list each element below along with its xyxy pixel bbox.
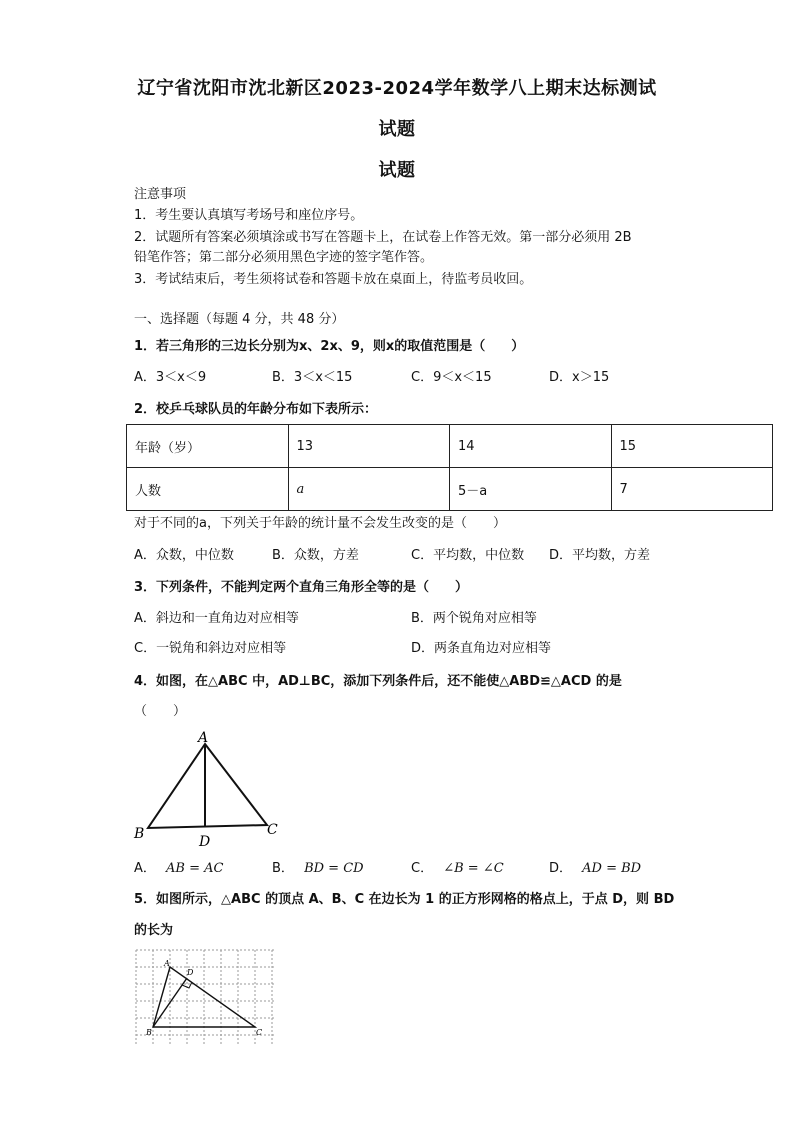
label-a: A xyxy=(198,730,209,746)
notice-heading: 注意事项 xyxy=(134,187,187,202)
table-cell: 人数 xyxy=(127,468,289,511)
age-distribution-table xyxy=(126,424,773,511)
table-cell: 13 xyxy=(288,425,450,468)
table-cell: 15 xyxy=(611,425,773,468)
label-d: D xyxy=(187,968,194,977)
q2-stem: 2．校乒乓球队员的年龄分布如下表所示： xyxy=(134,402,378,417)
q4-option-a xyxy=(134,860,223,878)
label-a: A xyxy=(164,959,170,968)
notice-item-2-cont: 铅笔作答；第二部分必须用黑色字迹的签字笔作答。 xyxy=(134,250,434,265)
q1-stem: 1．若三角形的三边长分别为x、2x、9，则x的取值范围是（ ） xyxy=(134,339,525,354)
q5-stem-cont: 的长为 xyxy=(134,923,174,938)
q1-option-b: B．3＜x＜15 xyxy=(272,370,353,385)
exam-title-line2: 试题 xyxy=(378,119,416,140)
label-c: C xyxy=(267,822,278,838)
option-letter: B． xyxy=(272,861,294,876)
table-cell: 年龄（岁） xyxy=(127,425,289,468)
q4-stem: 4．如图，在△ABC 中，AD⊥BC，添加下列条件后，还不能使△ABD≌△ACD 的是 xyxy=(134,674,622,689)
triangle-abc xyxy=(148,744,267,828)
q1-option-a: A．3＜x＜9 xyxy=(134,370,207,385)
label-c: C xyxy=(256,1028,263,1037)
option-math: BD = CD xyxy=(304,861,364,876)
q3-option-a: A．斜边和一直角边对应相等 xyxy=(134,611,299,626)
q5-stem: 5．如图所示，△ABC 的顶点 A、B、C 在边长为 1 的正方形网格的格点上，于点 D，则 BD xyxy=(134,892,675,907)
table-row xyxy=(127,425,773,468)
q3-option-c: C．一锐角和斜边对应相等 xyxy=(134,641,287,656)
option-math: ∠B = ∠C xyxy=(443,861,504,876)
label-b: B xyxy=(146,1028,152,1037)
exam-title-line3: 试题 xyxy=(378,160,416,181)
q2-option-a: A．众数，中位数 xyxy=(134,548,234,563)
exam-title-line1: 辽宁省沈阳市沈北新区2023-2024学年数学八上期末达标测试 xyxy=(137,78,657,99)
table-cell: 14 xyxy=(450,425,612,468)
grid-lines xyxy=(136,950,274,1044)
notice-item-1: 1．考生要认真填写考场号和座位序号。 xyxy=(134,208,364,223)
q2-option-b: B．众数，方差 xyxy=(272,548,359,563)
notice-item-2: 2．试题所有答案必须填涂或书写在答题卡上，在试卷上作答无效。第一部分必须用 2B xyxy=(134,230,632,245)
section-heading: 一、选择题（每题 4 分，共 48 分） xyxy=(134,312,345,327)
q3-option-d: D．两条直角边对应相等 xyxy=(411,641,552,656)
q2-follow: 对于不同的a，下列关于年龄的统计量不会发生改变的是（ ） xyxy=(134,516,506,531)
q4-triangle-figure xyxy=(128,730,288,852)
q1-option-c: C．9＜x＜15 xyxy=(411,370,492,385)
q2-option-d: D．平均数，方差 xyxy=(549,548,651,563)
q4-option-c xyxy=(411,860,504,878)
label-b: B xyxy=(134,826,145,842)
q3-stem: 3．下列条件，不能判定两个直角三角形全等的是（ ） xyxy=(134,580,469,595)
option-letter: D． xyxy=(549,861,573,876)
table-cell: 5－a xyxy=(450,468,612,511)
q4-option-b xyxy=(272,860,364,878)
option-math: AB = AC xyxy=(166,861,224,876)
q1-option-d: D．x＞15 xyxy=(549,370,610,385)
label-d: D xyxy=(199,834,211,850)
table-cell: a xyxy=(288,468,450,511)
q4-stem-paren: （ ） xyxy=(134,704,187,719)
q5-grid-figure xyxy=(132,944,280,1048)
q2-option-c: C．平均数，中位数 xyxy=(411,548,525,563)
q4-option-d xyxy=(549,860,641,878)
option-letter: C． xyxy=(411,861,434,876)
notice-item-3: 3．考试结束后，考生须将试卷和答题卡放在桌面上，待监考员收回。 xyxy=(134,272,533,287)
q3-option-b: B．两个锐角对应相等 xyxy=(411,611,537,626)
table-cell: 7 xyxy=(611,468,773,511)
option-math: AD = BD xyxy=(582,861,642,876)
table-row xyxy=(127,468,773,511)
option-letter: A． xyxy=(134,861,156,876)
